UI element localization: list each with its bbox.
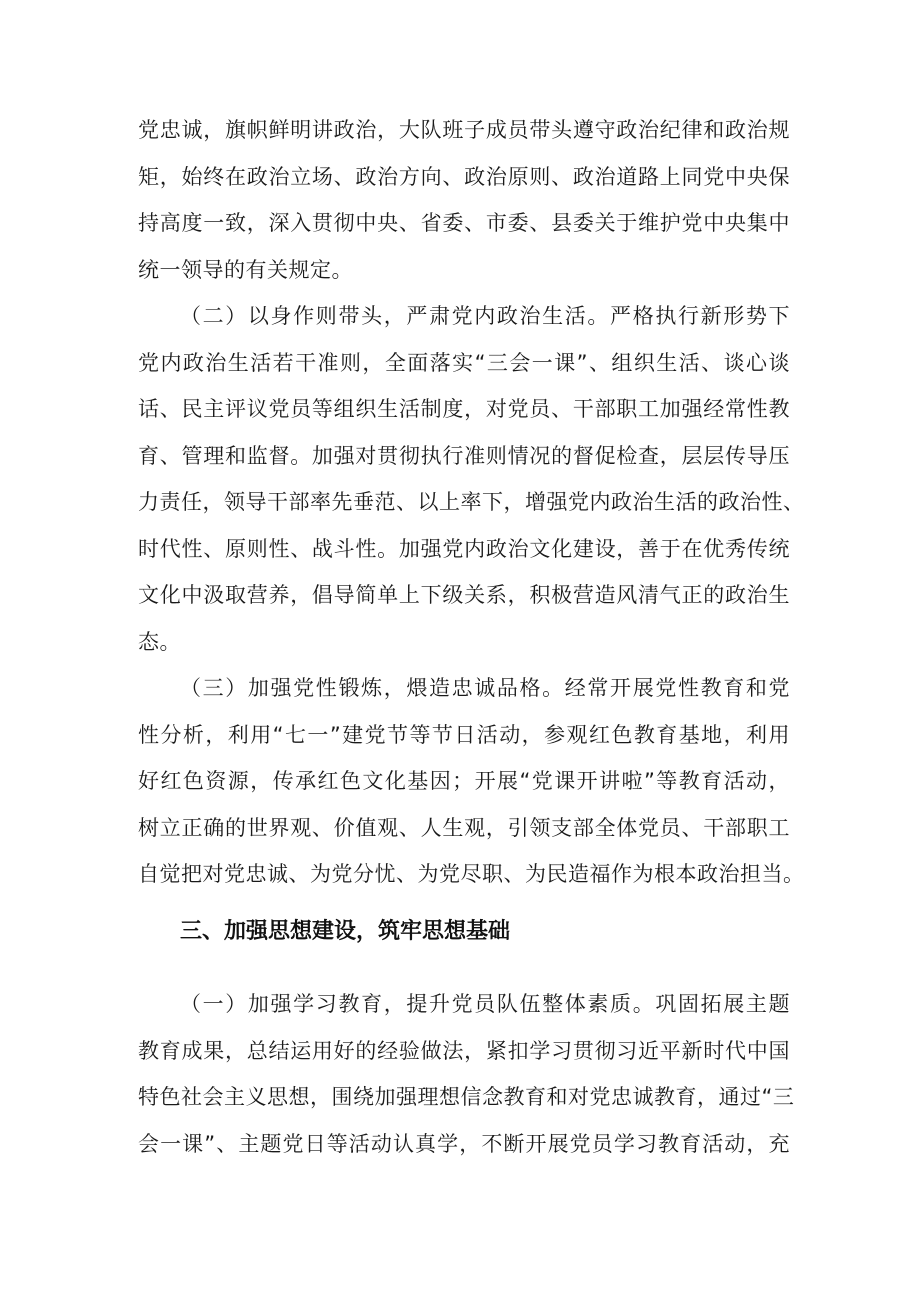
text-line: （二）以身作则带头，严肃党内政治生活。严格执行新形势下 <box>180 304 790 328</box>
text-line: 态。 <box>138 630 181 654</box>
text-line: 党内政治生活若干准则，全面落实“三会一课”、组织生活、谈心谈 <box>138 351 790 375</box>
text-line: 力责任，领导干部率先垂范、以上率下，增强党内政治生活的政治性、 <box>138 490 805 514</box>
text-line: 时代性、原则性、战斗性。加强党内政治文化建设，善于在优秀传统 <box>138 537 790 561</box>
text-line: 文化中汲取营养，倡导简单上下级关系，积极营造风清气正的政治生 <box>138 583 790 607</box>
text-line: 党忠诚，旗帜鲜明讲政治，大队班子成员带头遵守政治纪律和政治规 <box>138 118 790 142</box>
text-line: 育、管理和监督。加强对贯彻执行准则情况的督促检查，层层传导压 <box>138 444 790 468</box>
text-line: 好红色资源，传承红色文化基因；开展“党课开讲啦”等教育活动， <box>138 769 790 793</box>
text-line: （一）加强学习教育，提升党员队伍整体素质。巩固拓展主题 <box>180 992 790 1016</box>
text-line: 性分析，利用“七一”建党节等节日活动，参观红色教育基地，利用 <box>138 723 790 747</box>
section-heading: 三、加强思想建设，筑牢思想基础 <box>180 919 511 944</box>
text-line: （三）加强党性锻炼，煨造忠诚品格。经常开展党性教育和党 <box>180 676 790 700</box>
text-line: 教育成果，总结运用好的经验做法，紧扣学习贯彻习近平新时代中国 <box>138 1039 790 1063</box>
text-line: 自觉把对党忠诚、为党分忧、为党尽职、为民造福作为根本政治担当。 <box>138 862 805 886</box>
text-line: 矩，始终在政治立场、政治方向、政治原则、政治道路上同党中央保 <box>138 165 790 189</box>
text-line: 统一领导的有关规定。 <box>138 258 353 282</box>
text-line: 树立正确的世界观、价值观、人生观，引领支部全体党员、干部职工 <box>138 816 790 840</box>
text-line: 会一课”、主题党日等活动认真学，不断开展党员学习教育活动，充 <box>138 1132 790 1156</box>
text-line: 持高度一致，深入贯彻中央、省委、市委、县委关于维护党中央集中 <box>138 211 790 235</box>
text-line: 特色社会主义思想，围绕加强理想信念教育和对党忠诚教育，通过“三 <box>138 1085 795 1109</box>
text-line: 话、民主评议党员等组织生活制度，对党员、干部职工加强经常性教 <box>138 397 790 421</box>
